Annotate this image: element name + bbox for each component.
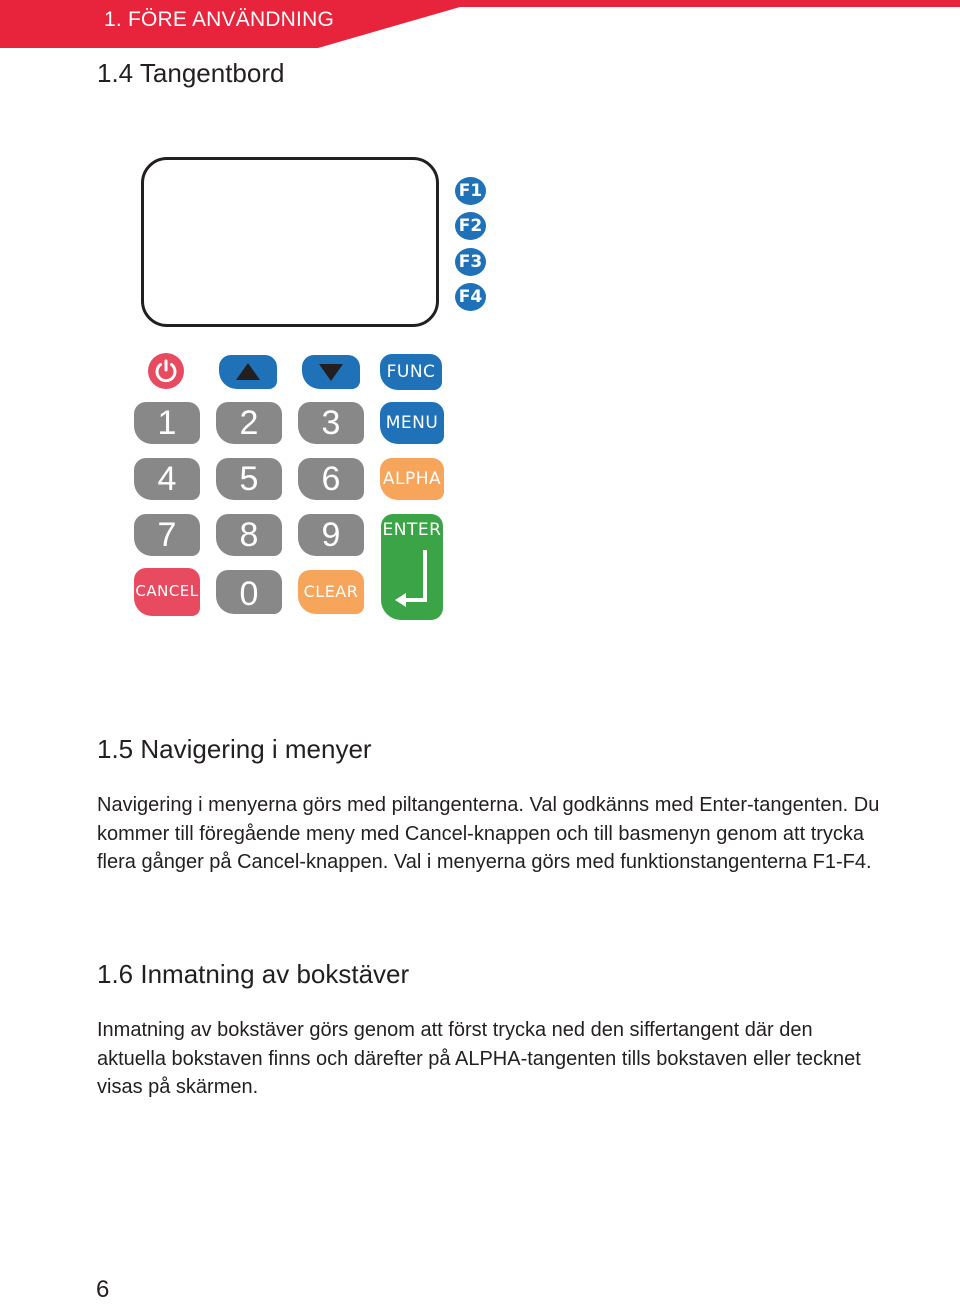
- power-icon: [148, 353, 184, 389]
- page-number: 6: [96, 1276, 110, 1303]
- section-body-1-5: Navigering i menyerna görs med piltangenterna. Val godkänns med Enter-tangenten. Du kommer till föregående meny med Cancel-knappen och till basmenyn genom att trycka flera gånger på Cancel-knappen. Val i menyerna görs med funktionstangenterna F1-F4.: [97, 794, 880, 873]
- section-body-1-6: Inmatning av bokstäver görs genom att först trycka ned den siffertangent där den aktuella bokstaven finns och därefter på ALPHA-tangenten tills bokstaven eller tecknet visas på skärmen.: [97, 1019, 861, 1098]
- f2-key[interactable]: F2: [455, 212, 486, 240]
- digit-8-key[interactable]: 8: [216, 514, 282, 556]
- triangle-up-icon: [219, 355, 277, 389]
- digit-5-key[interactable]: 5: [216, 458, 282, 500]
- digit-4-key[interactable]: 4: [134, 458, 200, 500]
- arrow-up-key[interactable]: [219, 355, 277, 389]
- f4-key[interactable]: F4: [455, 283, 486, 311]
- digit-7-key[interactable]: 7: [134, 514, 200, 556]
- section-heading-1-5: 1.5 Navigering i menyer: [97, 734, 372, 764]
- digit-6-key[interactable]: 6: [298, 458, 364, 500]
- func-key[interactable]: FUNC: [380, 354, 442, 390]
- f1-key[interactable]: F1: [455, 177, 486, 205]
- cancel-key[interactable]: CANCEL: [134, 568, 200, 616]
- digit-1-key[interactable]: 1: [134, 402, 200, 444]
- return-arrow-icon: [381, 514, 443, 620]
- power-button[interactable]: [148, 353, 184, 389]
- section-heading-1-6: 1.6 Inmatning av bokstäver: [97, 959, 410, 989]
- digit-2-key[interactable]: 2: [216, 402, 282, 444]
- digit-0-key[interactable]: 0: [216, 570, 282, 614]
- display-screen: [141, 157, 439, 327]
- clear-key[interactable]: CLEAR: [298, 570, 364, 614]
- alpha-key[interactable]: ALPHA: [380, 458, 444, 500]
- menu-key[interactable]: MENU: [380, 402, 444, 444]
- section-heading-1-4: 1.4 Tangentbord: [97, 58, 285, 88]
- triangle-down-icon: [302, 355, 360, 389]
- enter-label: ENTER: [382, 520, 442, 540]
- f3-key[interactable]: F3: [455, 248, 486, 276]
- arrow-down-key[interactable]: [302, 355, 360, 389]
- digit-3-key[interactable]: 3: [298, 402, 364, 444]
- enter-key[interactable]: [381, 514, 443, 620]
- digit-9-key[interactable]: 9: [298, 514, 364, 556]
- chapter-title: 1. FÖRE ANVÄNDNING: [104, 8, 334, 31]
